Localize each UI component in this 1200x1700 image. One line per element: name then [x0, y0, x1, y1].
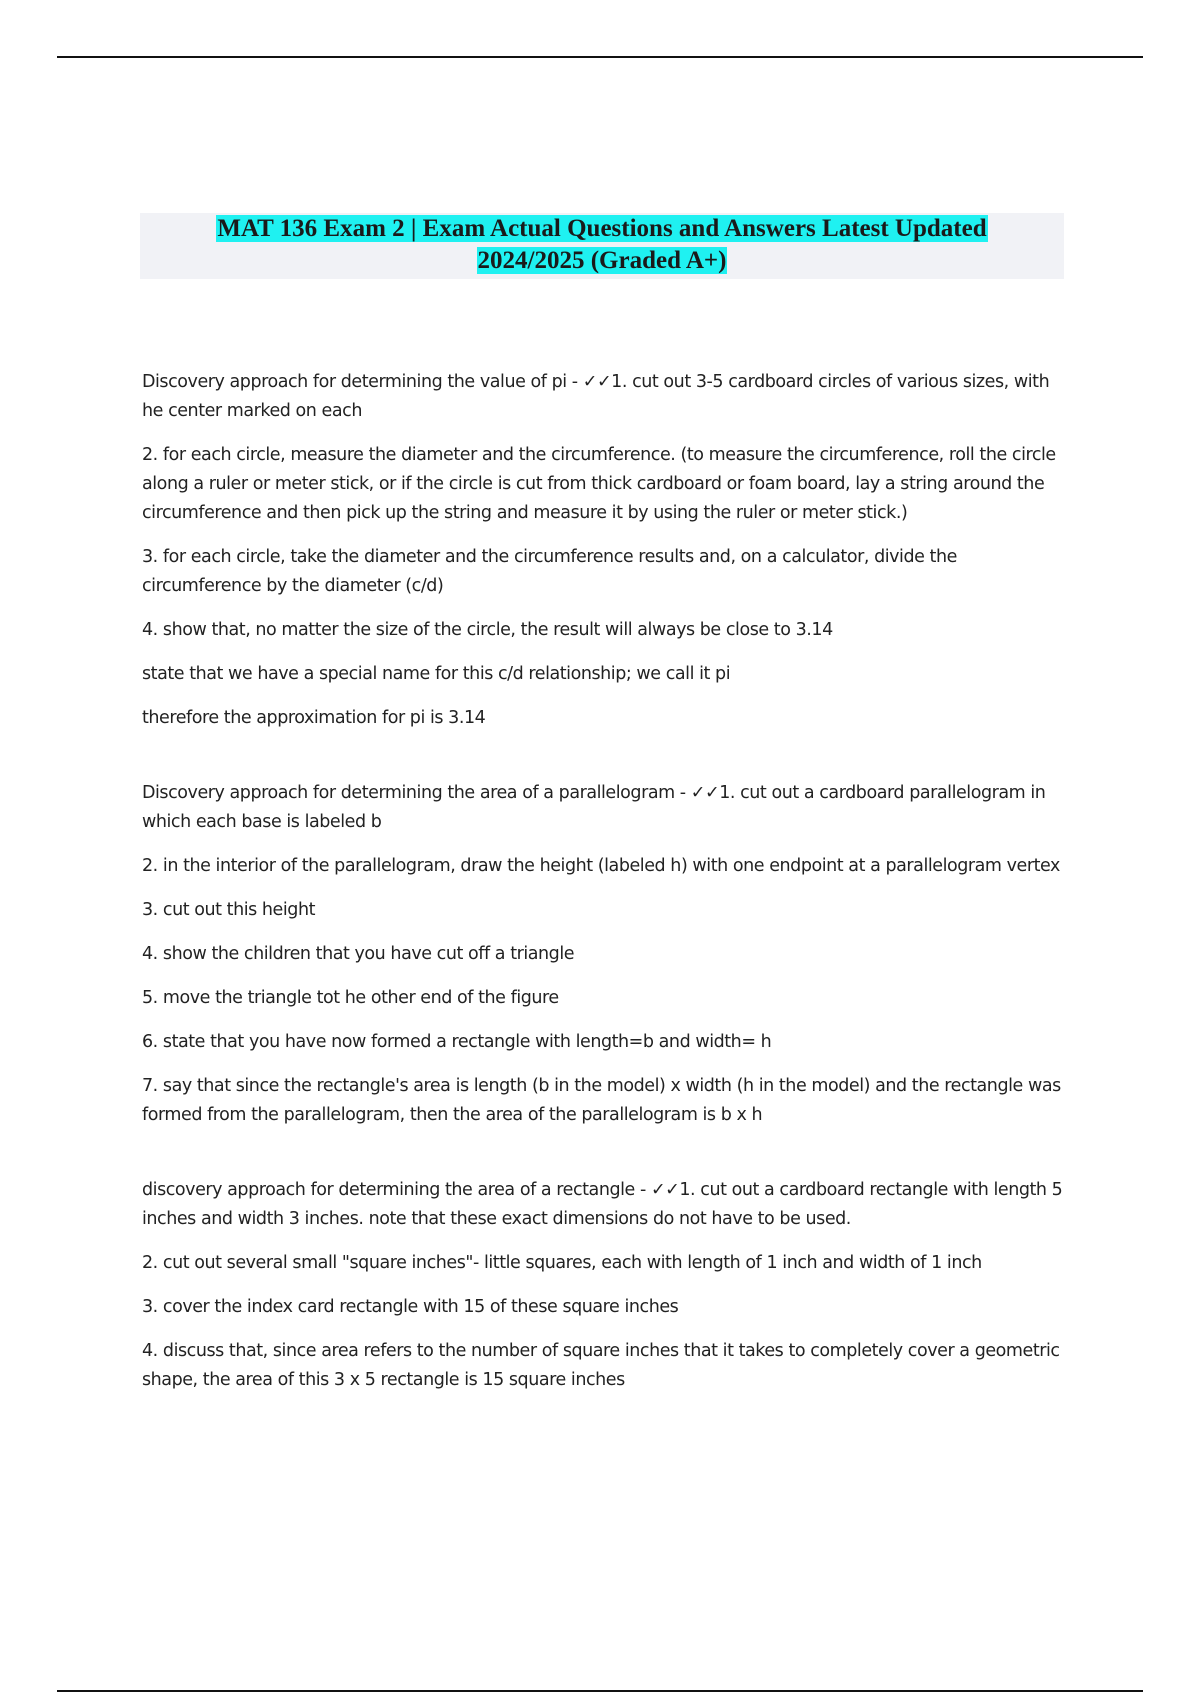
paragraph: 3. cover the index card rectangle with 15 of these square inches [142, 1297, 679, 1317]
paragraph: 2. cut out several small "square inches"- little squares, each with length of 1 inch and width of 1 inch [142, 1253, 982, 1273]
paragraph: 5. move the triangle tot he other end of the figure [142, 988, 559, 1008]
paragraph: 2. for each circle, measure the diameter and the circumference. (to measure the circumference, roll the circle along a ruler or meter stick, or if the circle is cut from thick cardboard or foam board, lay a string around the circumference and then pick up the string and measure it by using the ruler or meter stick.) [142, 445, 1056, 523]
paragraph: Discovery approach for determining the value of pi - ✓✓1. cut out 3-5 cardboard circles of various sizes, with he center marked on each [142, 372, 1050, 421]
paragraph: Discovery approach for determining the area of a parallelogram - ✓✓1. cut out a cardboard parallelogram in which each base is labeled b [142, 783, 1046, 832]
title-line-2: 2024/2025 (Graded A+) [477, 247, 727, 274]
paragraph: 3. for each circle, take the diameter and the circumference results and, on a calculator, divide the circumference by the diameter (c/d) [142, 547, 957, 596]
section-parallelogram [142, 779, 1066, 1130]
paragraph: 2. in the interior of the parallelogram, draw the height (labeled h) with one endpoint at a parallelogram vertex [142, 856, 1060, 876]
section-rectangle [142, 1176, 1066, 1395]
paragraph: 4. show the children that you have cut off a triangle [142, 944, 575, 964]
paragraph: 4. show that, no matter the size of the circle, the result will always be close to 3.14 [142, 620, 833, 640]
header-divider [57, 56, 1143, 58]
section-pi [142, 368, 1066, 733]
paragraph: 7. say that since the rectangle's area is length (b in the model) x width (h in the model) and the rectangle was formed from the parallelogram, then the area of the parallelogram is b x h [142, 1076, 1061, 1125]
footer-divider [57, 1690, 1143, 1692]
document-body [142, 368, 1066, 1410]
paragraph: discovery approach for determining the area of a rectangle - ✓✓1. cut out a cardboard rectangle with length 5 inches and width 3 inches. note that these exact dimensions do not have to be used. [142, 1180, 1063, 1229]
title-line-1: MAT 136 Exam 2 | Exam Actual Questions and Answers Latest Updated [217, 215, 987, 242]
paragraph: 4. discuss that, since area refers to the number of square inches that it takes to completely cover a geometric shape, the area of this 3 x 5 rectangle is 15 square inches [142, 1341, 1060, 1390]
paragraph: 3. cut out this height [142, 900, 315, 920]
paragraph: state that we have a special name for this c/d relationship; we call it pi [142, 664, 731, 684]
document-title [140, 213, 1064, 279]
paragraph: therefore the approximation for pi is 3.14 [142, 708, 486, 728]
paragraph: 6. state that you have now formed a rectangle with length=b and width= h [142, 1032, 772, 1052]
